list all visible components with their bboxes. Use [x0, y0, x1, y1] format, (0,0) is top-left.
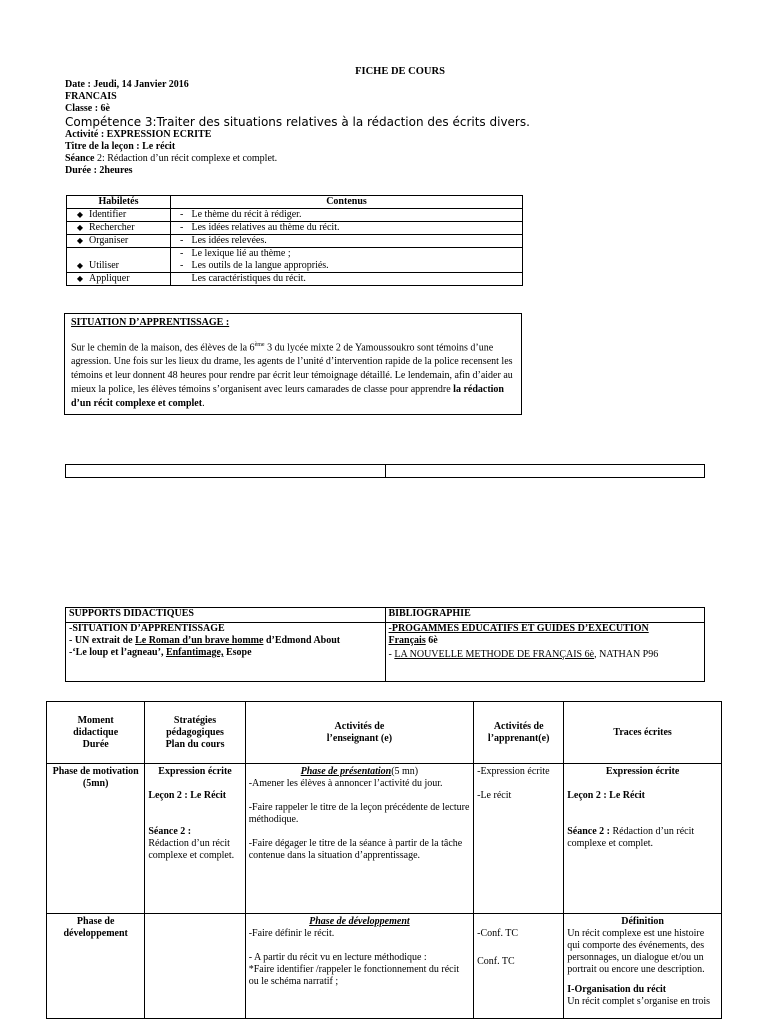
table-row: ◆ Organiser - Les idées relevées.: [67, 235, 523, 248]
table-row: [47, 764, 722, 914]
competence-text: :Traiter des situations relatives à la rédaction des écrits divers.: [152, 115, 530, 129]
diamond-bullet-icon: ◆: [76, 261, 84, 270]
table-row: [47, 914, 722, 1019]
lesson-subject: FRANCAIS: [65, 91, 117, 102]
table-header-row: [47, 702, 722, 764]
table-header-row: [66, 608, 705, 623]
contenu: Les outils de la langue appropriés.: [191, 260, 329, 271]
contenu: Le lexique lié au thème ;: [191, 248, 291, 259]
session-label: Séance: [65, 153, 95, 164]
strategies-cell: [145, 914, 245, 1019]
habilete: Utiliser: [89, 260, 119, 271]
apprenant-cell: -Expression écrite -Le récit: [474, 764, 564, 914]
col-strategies: Stratégies pédagogiques Plan du cours: [145, 702, 245, 764]
habiletes-table: [66, 195, 523, 286]
habilete: Rechercher: [89, 222, 135, 233]
document-title: FICHE DE COURS: [355, 66, 445, 77]
col-traces: Traces écrites: [564, 702, 722, 764]
strategies-cell: Expression écrite Leçon 2 : Le Récit Séance 2 : Rédaction d’un récit complexe et complet.: [145, 764, 245, 914]
support-item: -SITUATION D’APPRENTISSAGE: [69, 623, 225, 634]
table-row: [66, 623, 705, 682]
enseignant-cell: Phase de présentation(5 mn) -Amener les élèves à annoncer l’activité du jour. -Faire rappeler le titre de la leçon précédente de lecture méthodique. -Faire dégager le titre de la séance à partir de la tâche contenue dans la situation d’apprentissage.: [245, 764, 473, 914]
contenu: Les idées relatives au thème du récit.: [191, 222, 340, 233]
traces-cell: Expression écrite Leçon 2 : Le Récit Séance 2 : Rédaction d’un récit complexe et complet.: [564, 764, 722, 914]
table-row: ◆ Rechercher - Les idées relatives au thème du récit.: [67, 222, 523, 235]
biblio-item: - LA NOUVELLE METHODE DE FRANÇAIS 6è, NATHAN P96: [388, 649, 659, 660]
support-item: - UN extrait de Le Roman d’un brave homme d’Edmond About: [69, 635, 341, 646]
supports-table: [65, 607, 705, 682]
lesson-plan-table: [46, 701, 722, 1019]
col-contenus: Contenus: [171, 196, 523, 209]
col-moment: Moment didactique Durée: [47, 702, 145, 764]
situation-box: [64, 313, 522, 415]
habilete: Appliquer: [89, 273, 130, 284]
habilete: Organiser: [89, 235, 129, 246]
situation-text: Sur le chemin de la maison, des élèves de la 6ème 3 du lycée mixte 2 de Yamoussoukro sont témoins d’une agression. Une fois sur les lieux du drame, les agents de l’unité d’intervention rapide de la police recensent les témoins et leur donnent 48 heures pour rendre par écrit leur témoignage détaillé. Le lendemain, afin d’aider au mieux la police, les élèves témoins s’organisent avec leurs camarades de classe pour apprendre la rédaction d’un récit complexe et complet.: [71, 342, 513, 410]
moment-cell: Phase de développement: [47, 914, 145, 1019]
lesson-activity: Activité : EXPRESSION ECRITE: [65, 129, 212, 140]
biblio-item: -PROGAMMES EDUCATIFS ET GUIDES D’EXECUTION: [388, 623, 649, 634]
situation-title: SITUATION D’APPRENTISSAGE :: [71, 317, 230, 328]
contenu: Les caractéristiques du récit.: [191, 273, 306, 284]
table-row: ◆ Identifier - Le thème du récit à rédiger.: [67, 209, 523, 222]
empty-table: [65, 464, 705, 478]
biblio-item: Français 6è: [388, 635, 438, 646]
habilete: Identifier: [89, 209, 127, 220]
lesson-date: Date : Jeudi, 14 Janvier 2016: [65, 79, 189, 90]
lesson-competence: [65, 115, 715, 129]
enseignant-cell: Phase de développement -Faire définir le récit. - A partir du récit vu en lecture méthodique : *Faire identifier /rappeler le fonctionnement du récit ou le schéma narratif ;: [245, 914, 473, 1019]
table-row: ◆ Utiliser - Le lexique lié au thème ; - Les outils de la langue appropriés.: [67, 248, 523, 273]
moment-cell: Phase de motivation (5mn): [47, 764, 145, 914]
lesson-session: [65, 153, 715, 165]
lesson-class: Classe : 6è: [65, 103, 110, 114]
competence-label: Compétence 3: [65, 115, 153, 129]
apprenant-cell: -Conf. TC Conf. TC: [474, 914, 564, 1019]
session-text: 2: Rédaction d’un récit complexe et complet.: [94, 153, 278, 164]
traces-cell: Définition Un récit complexe est une histoire qui comporte des événements, des personnages, un dialogue et/ou un portrait ou encore une description. I-Organisation du récit Un récit complet s’organise en trois: [564, 914, 722, 1019]
lesson-title: Titre de la leçon : Le récit: [65, 141, 176, 152]
contenu: Le thème du récit à rédiger.: [191, 209, 302, 220]
lesson-header: [65, 79, 715, 177]
table-row: [66, 465, 705, 478]
diamond-bullet-icon: ◆: [76, 223, 84, 232]
contenu: Les idées relevées.: [191, 235, 267, 246]
col-habiletes: Habiletés: [67, 196, 171, 209]
diamond-bullet-icon: ◆: [76, 274, 84, 283]
table-row: [67, 273, 523, 286]
lesson-duration: Durée : 2heures: [65, 165, 133, 176]
col-enseignant: Activités de l’enseignant (e): [245, 702, 473, 764]
diamond-bullet-icon: ◆: [76, 236, 84, 245]
bibliographie-header: BIBLIOGRAPHIE: [385, 608, 705, 623]
support-item: -‘Le loup et l’agneau’, Enfantimage, Esope: [69, 647, 252, 658]
diamond-bullet-icon: ◆: [76, 210, 84, 219]
table-header-row: [67, 196, 523, 209]
supports-header: SUPPORTS DIDACTIQUES: [66, 608, 386, 623]
col-apprenant: Activités de l’apprenant(e): [474, 702, 564, 764]
